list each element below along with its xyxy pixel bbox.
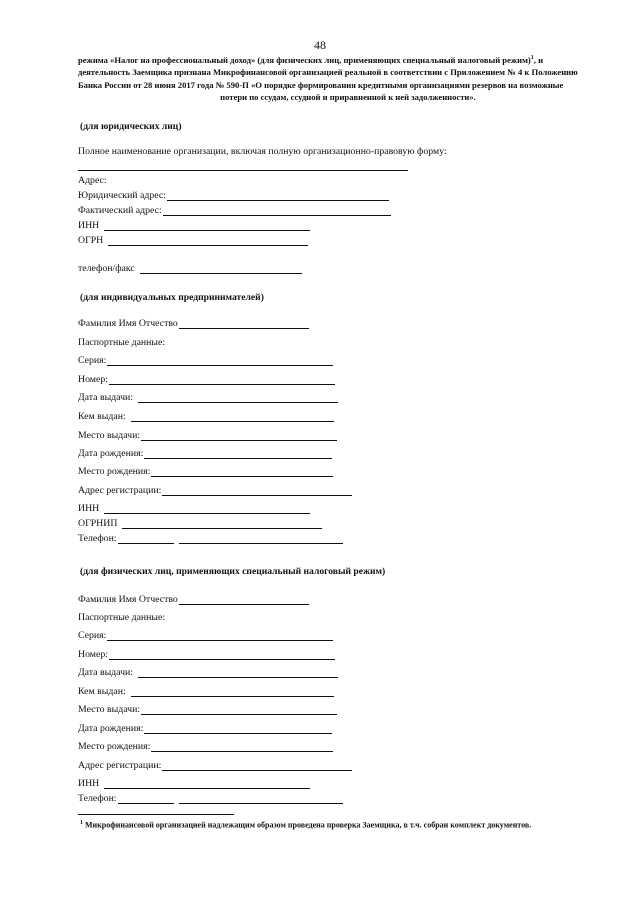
ogrnip-field[interactable] xyxy=(122,518,322,529)
ogrn-field[interactable] xyxy=(108,235,308,246)
ie-birth-date-row xyxy=(78,448,332,459)
ie-registration-row xyxy=(78,485,352,496)
ie-passport-label: Паспортные данные: xyxy=(78,337,166,348)
ie-phone-row xyxy=(78,533,343,544)
ie-issue-place-field[interactable] xyxy=(141,430,337,441)
ind-registration-label: Адрес регистрации: xyxy=(78,760,162,771)
individual-heading: (для физических лиц, применяющих специальный налоговый режим) xyxy=(80,566,386,577)
ind-issued-by-row xyxy=(78,686,334,697)
intro-paragraph xyxy=(78,52,618,104)
ie-issue-place-row xyxy=(78,430,337,441)
ind-birth-date-row xyxy=(78,723,332,734)
ogrn-row xyxy=(78,235,308,246)
ind-number-row xyxy=(78,649,335,660)
ie-fio-field[interactable] xyxy=(179,318,309,329)
ind-inn-row xyxy=(78,778,310,789)
ind-registration-row xyxy=(78,760,352,771)
ie-inn-row xyxy=(78,503,310,514)
ie-birth-date-label: Дата рождения: xyxy=(78,448,144,459)
ie-issued-by-label: Кем выдан: xyxy=(78,411,126,422)
ie-birth-place-field[interactable] xyxy=(151,466,333,477)
ind-issue-place-field[interactable] xyxy=(141,704,337,715)
ie-birth-date-field[interactable] xyxy=(144,448,332,459)
full-name-field[interactable] xyxy=(78,170,408,171)
ind-series-row xyxy=(78,630,333,641)
ind-passport-row xyxy=(78,612,165,623)
ind-birth-date-label: Дата рождения: xyxy=(78,723,144,734)
ie-issue-date-field[interactable] xyxy=(138,392,338,403)
ie-issued-by-row xyxy=(78,411,334,422)
page-number: 48 xyxy=(314,38,326,52)
ind-fio-label: Фамилия Имя Отчество xyxy=(78,594,178,605)
ie-fio-label: Фамилия Имя Отчество xyxy=(78,318,178,329)
ie-issue-date-label: Дата выдачи: xyxy=(78,392,134,403)
ie-passport-row xyxy=(78,337,165,348)
ind-issue-place-row xyxy=(78,704,337,715)
ind-issue-date-field[interactable] xyxy=(138,667,338,678)
legal-inn-row xyxy=(78,220,310,231)
footnote xyxy=(80,820,531,830)
actual-address-row xyxy=(78,205,391,216)
ie-inn-label: ИНН xyxy=(78,503,100,514)
legal-inn-label: ИНН xyxy=(78,220,100,231)
ie-registration-field[interactable] xyxy=(162,485,352,496)
address-row xyxy=(78,175,107,186)
ind-phone-label: Телефон: xyxy=(78,793,117,804)
ind-series-label: Серия: xyxy=(78,630,107,641)
ind-birth-place-label: Место рождения: xyxy=(78,741,151,752)
actual-address-label: Фактический адрес: xyxy=(78,205,162,216)
ie-number-row xyxy=(78,374,335,385)
ie-registration-label: Адрес регистрации: xyxy=(78,485,162,496)
ind-registration-field[interactable] xyxy=(162,760,352,771)
ind-issued-by-label: Кем выдан: xyxy=(78,686,126,697)
phone-fax-row xyxy=(78,263,302,274)
ie-series-field[interactable] xyxy=(107,355,333,366)
legal-entity-heading: (для юридических лиц) xyxy=(80,121,182,132)
full-name-label: Полное наименование организации, включая полную организационно-правовую форму: xyxy=(78,146,447,157)
legal-address-label: Юридический адрес: xyxy=(78,190,166,201)
ie-series-row xyxy=(78,355,333,366)
ie-issue-place-label: Место выдачи: xyxy=(78,430,141,441)
intro-line-4: потери по ссудам, ссудной и приравненной к ней задолженности». xyxy=(220,92,476,103)
ind-passport-label: Паспортные данные: xyxy=(78,612,166,623)
ogrnip-label: ОГРНИП xyxy=(78,518,118,529)
phone-fax-label: телефон/факс xyxy=(78,263,135,274)
ie-phone-label: Телефон: xyxy=(78,533,117,544)
ie-number-label: Номер: xyxy=(78,374,108,385)
ie-issued-by-field[interactable] xyxy=(131,411,334,422)
ogrn-label: ОГРН xyxy=(78,235,104,246)
address-label: Адрес: xyxy=(78,175,107,186)
footnote-mark: 1 xyxy=(80,820,83,826)
ind-inn-field[interactable] xyxy=(104,778,310,789)
ind-phone-field[interactable] xyxy=(179,793,343,804)
ind-fio-row xyxy=(78,594,309,605)
ind-issued-by-field[interactable] xyxy=(131,686,334,697)
ind-issue-date-label: Дата выдачи: xyxy=(78,667,134,678)
ie-birth-place-label: Место рождения: xyxy=(78,466,151,477)
ie-phone-field[interactable] xyxy=(179,533,343,544)
legal-inn-field[interactable] xyxy=(104,220,310,231)
ind-phone-row xyxy=(78,793,343,804)
footnote-separator xyxy=(78,814,234,815)
ie-inn-field[interactable] xyxy=(104,503,310,514)
full-name-row xyxy=(78,146,447,157)
ind-issue-place-label: Место выдачи: xyxy=(78,704,141,715)
ind-birth-place-row xyxy=(78,741,333,752)
footnote-reference: 1 xyxy=(530,55,534,61)
ie-fio-row xyxy=(78,318,309,329)
ie-series-label: Серия: xyxy=(78,355,107,366)
ind-inn-label: ИНН xyxy=(78,778,100,789)
actual-address-field[interactable] xyxy=(163,205,391,216)
ind-fio-field[interactable] xyxy=(179,594,309,605)
ie-issue-date-row xyxy=(78,392,338,403)
intro-line-1: режима «Налог на профессиональный доход» (для физических лиц, применяющих специальный налоговый режим)$^1$, и xyxy=(78,54,544,65)
phone-fax-field[interactable] xyxy=(140,263,302,274)
ind-phone-code-field[interactable] xyxy=(118,793,174,804)
ind-number-field[interactable] xyxy=(109,649,335,660)
entrepreneur-heading: (для индивидуальных предпринимателей) xyxy=(80,292,264,303)
intro-line-2: деятельность Заемщика признана Микрофинансовой организацией реальной в соответствии с Приложением № 4 к Положению xyxy=(78,67,578,78)
ind-series-field[interactable] xyxy=(107,630,333,641)
ie-number-field[interactable] xyxy=(109,374,335,385)
ind-birth-date-field[interactable] xyxy=(144,723,332,734)
ind-number-label: Номер: xyxy=(78,649,108,660)
ie-phone-code-field[interactable] xyxy=(118,533,174,544)
legal-address-field[interactable] xyxy=(167,190,389,201)
ind-issue-date-row xyxy=(78,667,338,678)
intro-line-3: Банка России от 28 июня 2017 года № 590-П «О порядке формирования кредитными организациями резервов на возможные xyxy=(78,79,564,90)
legal-address-row xyxy=(78,190,389,201)
footnote-text: Микрофинансовой организацией надлежащим образом проведена проверка Заемщика, в т.ч. собран комплект документов. xyxy=(83,820,532,830)
ogrnip-row xyxy=(78,518,322,529)
ind-birth-place-field[interactable] xyxy=(151,741,333,752)
ie-birth-place-row xyxy=(78,466,333,477)
